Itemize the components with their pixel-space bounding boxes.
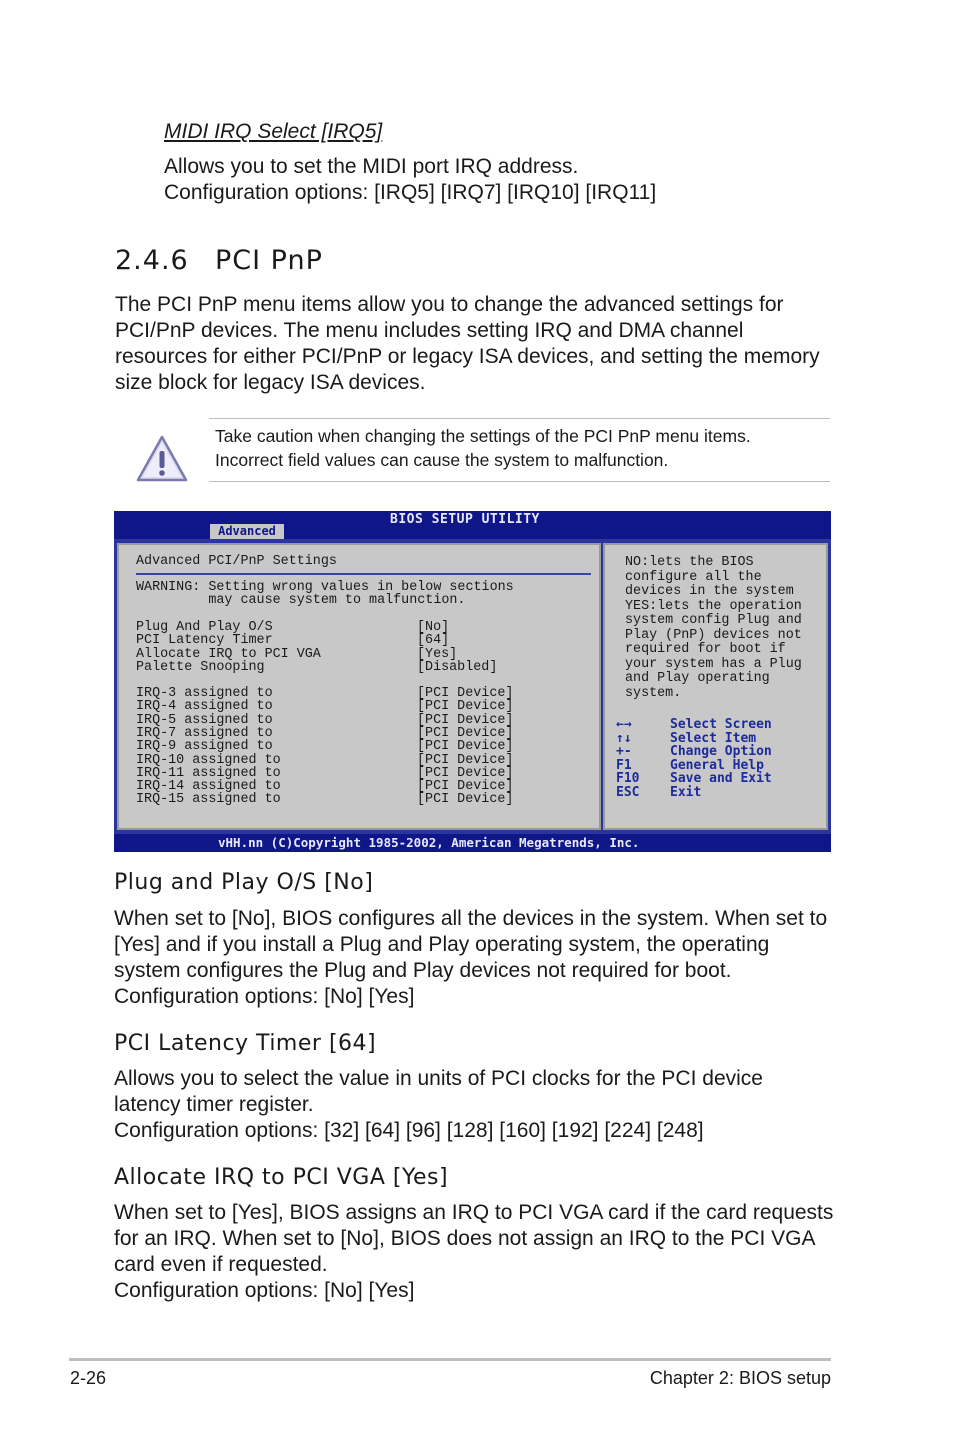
- bios-irq-label: IRQ-4 assigned to: [136, 699, 273, 715]
- bios-irq-value[interactable]: [PCI Device]: [417, 752, 514, 768]
- bios-irq-label: IRQ-5 assigned to: [136, 712, 273, 728]
- bios-help-line: Play (PnP) devices not: [625, 627, 802, 643]
- latency-timer-heading: PCI Latency Timer [64]: [114, 1031, 377, 1056]
- bios-key-action: General Help: [670, 757, 764, 773]
- caution-line-1: Take caution when changing the settings of the PCI PnP menu items.: [215, 426, 751, 446]
- footer-rule: [69, 1358, 831, 1361]
- bios-irq-label: IRQ-14 assigned to: [136, 779, 281, 795]
- bios-heading-underline: [136, 573, 591, 575]
- bios-screenshot: [114, 511, 831, 852]
- bios-key-action: Change Option: [670, 744, 772, 760]
- plug-and-play-options: Configuration options: [No] [Yes]: [114, 985, 415, 1008]
- bios-help-line: and Play operating: [625, 671, 770, 686]
- bios-irq-label: IRQ-11 assigned to: [136, 765, 281, 781]
- section-heading: [115, 245, 323, 276]
- bios-key: ESC: [616, 785, 640, 800]
- bios-irq-label: IRQ-10 assigned to: [136, 752, 281, 768]
- bios-irq-label: IRQ-9 assigned to: [136, 739, 273, 755]
- warning-triangle-icon: [135, 434, 189, 484]
- bios-irq-row[interactable]: [136, 752, 514, 768]
- bios-setting-label: Allocate IRQ to PCI VGA: [136, 646, 321, 662]
- bios-irq-value[interactable]: [PCI Device]: [417, 779, 514, 795]
- bios-setting-label: Palette Snooping: [136, 659, 265, 675]
- bios-main-panel: [117, 543, 601, 830]
- bios-help-line: configure all the: [625, 569, 762, 585]
- bios-irq-value[interactable]: [PCI Device]: [417, 686, 514, 701]
- bios-setting-label: Plug And Play O/S: [136, 620, 273, 635]
- bios-setting-label: PCI Latency Timer: [136, 633, 273, 649]
- bios-key-action: Select Screen: [670, 717, 772, 732]
- bios-key-action: Exit: [670, 785, 702, 800]
- page-number: 2-26: [70, 1368, 107, 1388]
- midi-description: [164, 154, 864, 206]
- bios-irq-value[interactable]: [PCI Device]: [417, 739, 514, 755]
- bios-footer-bar: [114, 834, 831, 852]
- bios-irq-value[interactable]: [PCI Device]: [417, 725, 514, 741]
- bios-key: ←→: [616, 717, 632, 732]
- bios-title-bar: [114, 511, 831, 539]
- bios-irq-row[interactable]: [136, 686, 514, 701]
- bios-setting-value[interactable]: [Disabled]: [417, 659, 498, 675]
- bios-setting-value[interactable]: [No]: [417, 620, 450, 635]
- bios-key: +-: [616, 744, 632, 760]
- bios-setting-value[interactable]: [Yes]: [417, 646, 458, 662]
- bios-tab-advanced[interactable]: Advanced: [210, 524, 284, 539]
- bios-irq-label: IRQ-15 assigned to: [136, 792, 281, 808]
- bios-title: BIOS SETUP UTILITY: [390, 512, 540, 527]
- allocate-irq-description: [114, 1200, 839, 1304]
- midi-line-1: Allows you to set the MIDI port IRQ address.: [164, 155, 579, 178]
- bios-help-line: your system has a Plug: [625, 656, 802, 672]
- bios-setting-row[interactable]: [136, 633, 450, 649]
- bios-irq-value[interactable]: [PCI Device]: [417, 699, 514, 715]
- bios-irq-row[interactable]: [136, 699, 514, 715]
- bios-help-line: required for boot if: [625, 642, 786, 657]
- bios-warning-line-1: WARNING: Setting wrong values in below sections: [136, 580, 514, 595]
- bios-key: F10: [616, 771, 640, 787]
- allocate-irq-heading: Allocate IRQ to PCI VGA [Yes]: [114, 1165, 449, 1190]
- bios-irq-value[interactable]: [PCI Device]: [417, 792, 514, 808]
- bios-setting-value[interactable]: [64]: [417, 633, 450, 649]
- caution-top-rule: [209, 418, 830, 419]
- bios-key-action: Select Item: [670, 730, 757, 746]
- section-number: 2.4.6: [115, 245, 189, 276]
- latency-timer-text: Allows you to select the value in units of PCI clocks for the PCI device latency timer register.: [114, 1067, 763, 1116]
- bios-help-line: devices in the system: [625, 584, 794, 599]
- caution-bottom-rule: [209, 481, 830, 482]
- allocate-irq-text: When set to [Yes], BIOS assigns an IRQ to PCI VGA card if the card requests for an IRQ. When set to [No], BIOS does not assign an IRQ to the PCI VGA card even if requested.: [114, 1201, 834, 1276]
- allocate-irq-options: Configuration options: [No] [Yes]: [114, 1279, 415, 1302]
- plug-and-play-heading: Plug and Play O/S [No]: [114, 870, 374, 895]
- bios-irq-label: IRQ-7 assigned to: [136, 725, 273, 741]
- section-title: PCI PnP: [215, 245, 323, 276]
- bios-irq-row[interactable]: [136, 765, 514, 781]
- bios-warning-line-2: may cause system to malfunction.: [136, 593, 466, 608]
- bios-setting-row[interactable]: [136, 659, 498, 675]
- bios-irq-value[interactable]: [PCI Device]: [417, 712, 514, 728]
- bios-irq-value[interactable]: [PCI Device]: [417, 765, 514, 781]
- bios-irq-row[interactable]: [136, 725, 514, 741]
- bios-irq-row[interactable]: [136, 779, 514, 795]
- midi-line-2: Configuration options: [IRQ5] [IRQ7] [IRQ10] [IRQ11]: [164, 181, 657, 204]
- bios-heading: Advanced PCI/PnP Settings: [136, 554, 337, 569]
- bios-irq-row[interactable]: [136, 712, 514, 728]
- bios-irq-row[interactable]: [136, 792, 514, 808]
- plug-and-play-text: When set to [No], BIOS configures all the devices in the system. When set to [Yes] and if you install a Plug and Play operating system, the operating system configures the Plug and Play devices not required for boot.: [114, 907, 828, 982]
- chapter-label: Chapter 2: BIOS setup: [649, 1368, 831, 1388]
- bios-setting-row[interactable]: [136, 646, 458, 662]
- plug-and-play-description: [114, 906, 839, 1010]
- bios-help-line: system config Plug and: [625, 613, 802, 628]
- bios-key: F1: [616, 757, 632, 773]
- bios-help-line: YES:lets the operation: [625, 598, 802, 614]
- bios-key-action: Save and Exit: [670, 771, 772, 787]
- bios-setting-row[interactable]: [136, 620, 450, 635]
- midi-irq-heading: MIDI IRQ Select [IRQ5]: [164, 120, 383, 143]
- latency-timer-options: Configuration options: [32] [64] [96] [128] [160] [192] [224] [248]: [114, 1119, 704, 1142]
- bios-help-line: NO:lets the BIOS: [625, 555, 754, 570]
- bios-help-line: system.: [625, 685, 682, 701]
- latency-timer-description: [114, 1066, 839, 1144]
- section-intro: The PCI PnP menu items allow you to change the advanced settings for PCI/PnP devices. The menu includes setting IRQ and DMA channel resources for either PCI/PnP or legacy ISA devices, and setting the memory size block for legacy ISA devices.: [115, 293, 820, 394]
- bios-copyright: vHH.nn (C)Copyright 1985-2002, American Megatrends, Inc.: [218, 835, 640, 850]
- caution-line-2: Incorrect field values can cause the system to malfunction.: [215, 450, 669, 470]
- bios-key: ↑↓: [616, 730, 632, 746]
- bios-irq-row[interactable]: [136, 739, 514, 755]
- bios-help-panel: [603, 543, 828, 830]
- bios-irq-label: IRQ-3 assigned to: [136, 686, 273, 701]
- caution-text: [215, 424, 825, 472]
